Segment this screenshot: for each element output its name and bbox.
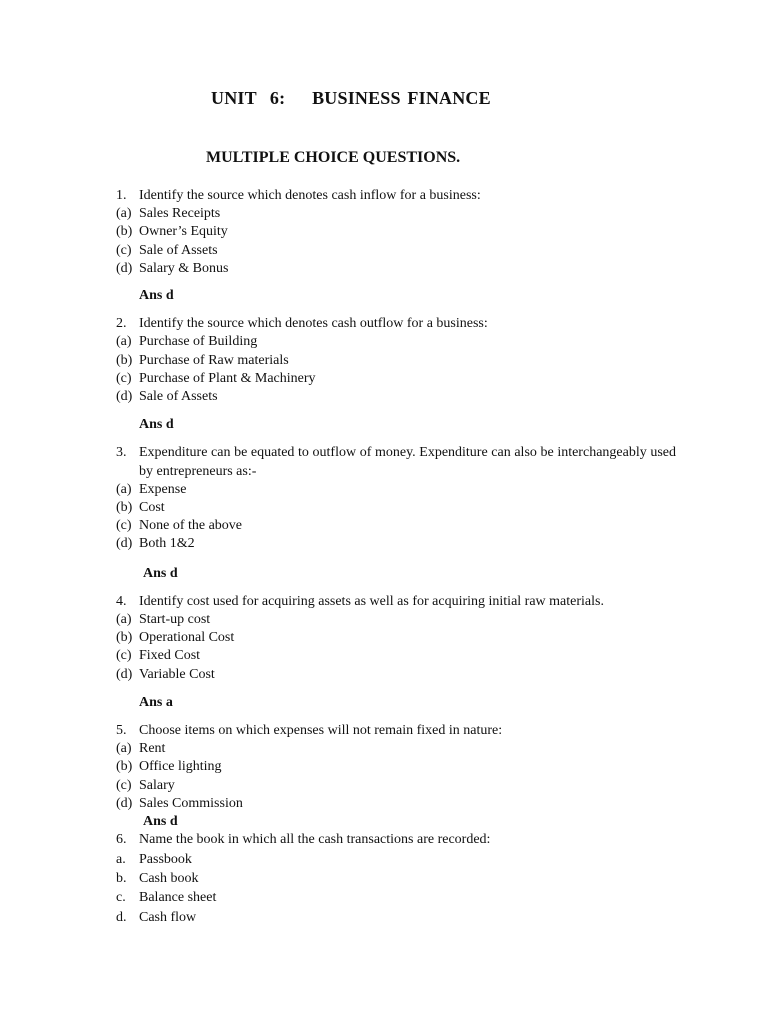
option-text: Fixed Cost (139, 648, 201, 664)
question-text: Name the book in which all the cash transactions are recorded: (139, 832, 491, 848)
option-text: Purchase of Raw materials (139, 352, 289, 368)
option-label: (c) (116, 777, 132, 793)
option-a (116, 740, 676, 758)
option-d (116, 535, 676, 553)
option-text: Sales Commission (139, 795, 243, 811)
option-label: (d) (116, 795, 133, 811)
option-c (116, 647, 676, 665)
question-number: 5. (116, 723, 127, 739)
option-text: Variable Cost (139, 666, 215, 682)
question-text: Expenditure can be equated to outflow of money. Expenditure can also be interchangeably used by entrepreneurs as:- (139, 445, 676, 479)
option-label: (b) (116, 224, 133, 240)
option-text: None of the above (139, 518, 243, 534)
option-label: (a) (116, 206, 132, 222)
question-4 (116, 593, 676, 684)
option-text: Rent (139, 741, 166, 757)
option-c (116, 370, 676, 388)
option-text: Cash book (139, 871, 199, 887)
question-stem (116, 593, 676, 611)
question-text: Identify the source which denotes cash outflow for a business: (139, 316, 488, 332)
option-label: (b) (116, 352, 133, 368)
question-stem (116, 187, 676, 205)
option-label: (d) (116, 536, 133, 552)
option-c (116, 242, 676, 260)
option-label: (c) (116, 370, 132, 386)
option-c (116, 777, 676, 795)
question-number: 1. (116, 188, 127, 203)
option-text: Passbook (139, 851, 192, 867)
question-list (116, 187, 676, 928)
unit-title: UNIT 6: BUSINESS FINANCE (211, 88, 491, 108)
option-label: (c) (116, 242, 132, 258)
option-c (116, 889, 676, 907)
option-text: Sale of Assets (139, 242, 218, 258)
option-b (116, 499, 676, 517)
option-label: a. (116, 851, 126, 867)
option-label: (c) (116, 648, 132, 664)
answer-1: Ans d (139, 288, 174, 304)
option-b (116, 352, 676, 370)
question-number: 2. (116, 316, 127, 332)
question-number: 4. (116, 593, 127, 609)
question-number: 6. (116, 832, 127, 848)
option-label: (c) (116, 518, 132, 534)
option-text: Expense (139, 481, 187, 497)
question-text: Choose items on which expenses will not remain fixed in nature: (139, 723, 503, 739)
option-text: Purchase of Plant & Machinery (139, 370, 316, 386)
question-stem (116, 722, 676, 740)
option-b (116, 223, 676, 241)
option-text: Sale of Assets (139, 389, 218, 405)
option-b (116, 758, 676, 776)
option-label: d. (116, 909, 127, 925)
option-d (116, 260, 676, 278)
question-1 (116, 187, 676, 278)
question-3 (116, 444, 676, 553)
question-6 (116, 831, 676, 927)
answer-2: Ans d (139, 417, 174, 433)
option-text: Owner’s Equity (139, 224, 228, 240)
option-label: (a) (116, 334, 132, 350)
option-label: (a) (116, 481, 132, 497)
option-label: (b) (116, 630, 133, 646)
option-c (116, 517, 676, 535)
question-stem (116, 831, 676, 849)
option-label: b. (116, 871, 127, 887)
option-label: c. (116, 890, 126, 906)
option-text: Salary & Bonus (139, 260, 229, 276)
option-b (116, 870, 676, 888)
option-label: (a) (116, 612, 132, 628)
option-label: (d) (116, 666, 133, 682)
option-b (116, 629, 676, 647)
answer-5: Ans d (143, 814, 178, 830)
option-label: (d) (116, 260, 133, 276)
question-stem (116, 444, 676, 480)
answer-4: Ans a (139, 694, 173, 710)
section-title: MULTIPLE CHOICE QUESTIONS. (206, 149, 461, 166)
option-label: (a) (116, 741, 132, 757)
option-a (116, 481, 676, 499)
option-a (116, 851, 676, 869)
question-number: 3. (116, 445, 127, 461)
option-a (116, 333, 676, 351)
option-a (116, 205, 676, 223)
option-text: Office lighting (139, 759, 222, 775)
option-text: Operational Cost (139, 630, 235, 646)
question-text: Identify cost used for acquiring assets as well as for acquiring initial raw materials. (139, 593, 604, 609)
option-text: Salary (139, 777, 175, 793)
option-d (116, 795, 676, 813)
option-text: Cost (139, 500, 165, 516)
option-label: (b) (116, 759, 133, 775)
option-text: Purchase of Building (139, 334, 258, 350)
question-text: Identify the source which denotes cash inflow for a business: (139, 188, 481, 203)
option-d (116, 909, 676, 927)
option-d (116, 388, 676, 406)
option-text: Both 1&2 (139, 536, 195, 552)
answer-3: Ans d (143, 565, 178, 581)
option-text: Cash flow (139, 909, 197, 925)
question-2 (116, 315, 676, 406)
option-text: Balance sheet (139, 890, 217, 906)
option-d (116, 666, 676, 684)
option-label: (b) (116, 500, 133, 516)
option-label: (d) (116, 389, 133, 405)
option-text: Sales Receipts (139, 206, 221, 222)
question-stem (116, 315, 676, 333)
option-a (116, 611, 676, 629)
question-5 (116, 722, 676, 813)
option-text: Start-up cost (139, 612, 211, 628)
